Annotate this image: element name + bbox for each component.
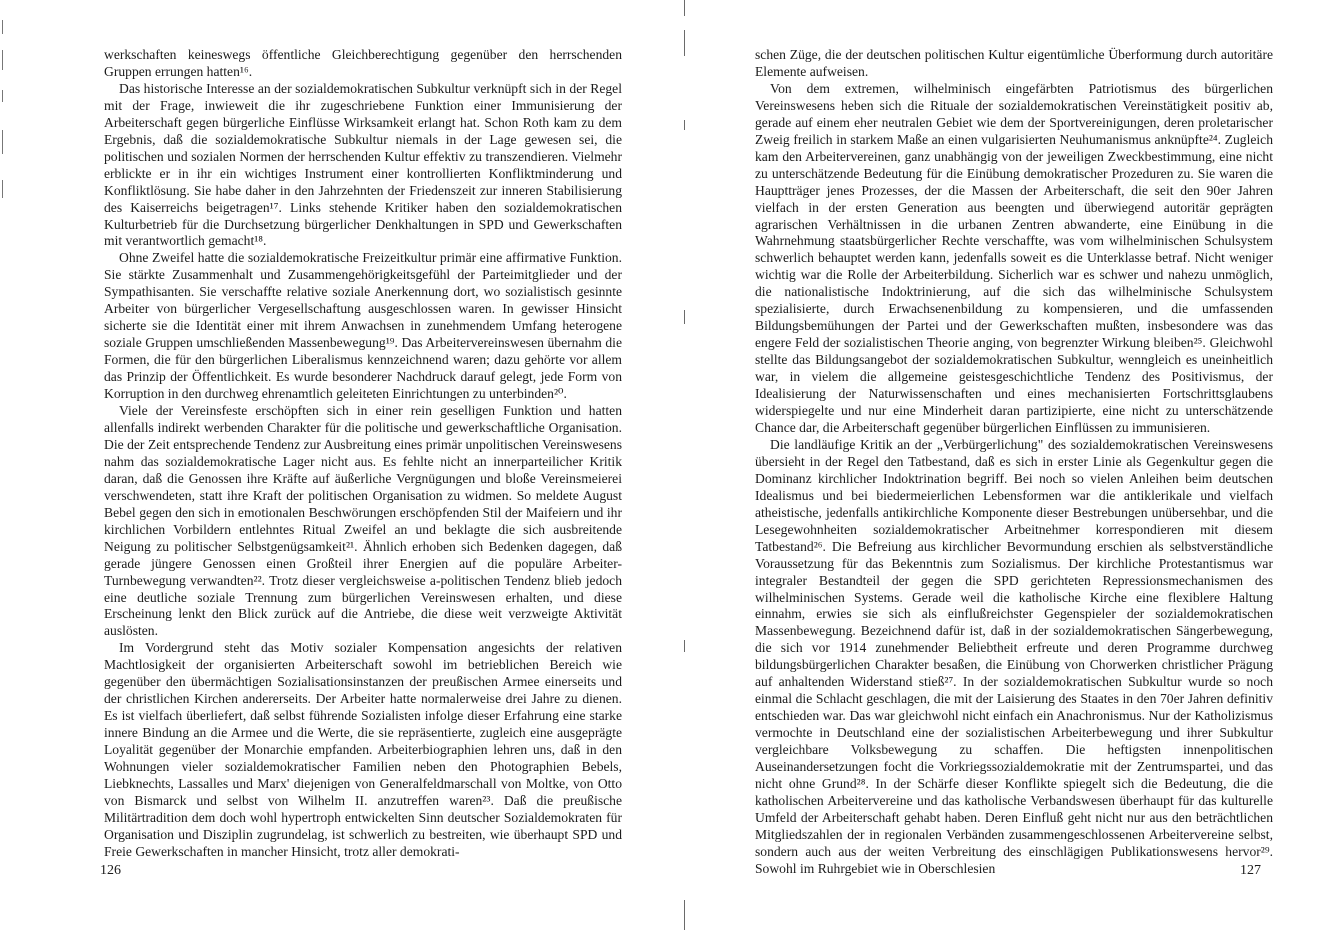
left-paragraph-3: Ohne Zweifel hatte die sozialdemokratische Freizeitkultur primär eine affirmative Funktion. Sie stärkte Zusammenhalt und Zusammengehörigkeitsgefühl der Parteimitglieder und der Sympathisanten. Sie verschaffte relative soziale Anerkennung dort, wo sozialistisch gesinnte Arbeiter von bürgerlicher Vergesellschaftung ausgeschlossen waren. In gewisser Hinsicht sicherte sie die Identität einer mit ihrem Anwachsen in zunehmendem Umfang heterogene soziale Gruppen umschließenden Massenbewegung¹⁹. Das Arbeitervereinswesen übernahm die Formen, die für den bürgerlichen Liberalismus kennzeichnend waren; dazu gehörte vor allem das Prinzip der Öffentlichkeit. Es wurde besonderer Nachdruck darauf gelegt, jede Form von Korruption in den durchweg ehrenamtlich geleiteten Einrichtungen zu unterbinden²⁰. xyxy=(104,250,622,402)
left-paragraph-5: Im Vordergrund steht das Motiv sozialer Kompensation angesichts der relativen Machtlosigkeit der organisierten Arbeiterschaft sowohl im betrieblichen Bereich wie gegenüber den übermächtigen Sozialisationsinstanzen der preußischen Armee einerseits und der christlichen Kirchen andererseits. Der Arbeiter hatte normalerweise drei Jahre zu dienen. Es ist vielfach überliefert, daß selbst führende Sozialisten infolge dieser Erfahrung eine starke innere Bindung an die Armee und die Werte, die sie repräsentierte, zugleich eine ausgeprägte Loyalität gegenüber der Monarchie empfanden. Arbeiterbiographien lehren uns, daß in den Wohnungen vieler sozialdemokratischer Familien neben den Photographien Bebels, Liebknechts, Lassalles und Marx' diejenigen von Generalfeldmarschall von Moltke, von Otto von Bismarck und selbst von Wilhelm II. anzutreffen waren²³. Daß die preußische Militärtradition dem doch wohl hypertroph entwickelten Sinn deutscher Sozialdemokraten für Organisation und Disziplin zugrundelag, ist schwerlich zu bestreiten, wie überhaupt SPD und Freie Gewerkschaften in mancher Hinsicht, trotz aller demokrati- xyxy=(104,640,622,859)
right-paragraph-1: schen Züge, die der deutschen politischen Kultur eigentümliche Überformung durch autoritäre Elemente aufweisen. xyxy=(755,47,1273,79)
left-paragraph-4: Viele der Vereinsfeste erschöpften sich in einer rein geselligen Funktion und hatten allenfalls indirekt werbenden Charakter für die politische und gewerkschaftliche Organisation. Die der Zeit entsprechende Tendenz zur Ausbreitung eines primär unpolitischen Vereinswesens nahm das sozialdemokratische Lager nicht aus. Es fehlte nicht an innerparteilicher Kritik daran, daß die Genossen ihre Kräfte auf äußerliche Vergnügungen und bloße Vereinsmeierei verschwendeten, statt ihre Kraft der politischen Organisation zu widmen. So meldete August Bebel gegen den sich in emotionalen Beschwörungen erschöpfenden Stil der Maifeiern und ihr kirchlichen Vorbildern entlehntes Ritual Zweifel an und beklagte die sich ausbreitende Neigung zu politischer Selbstgenügsamkeit²¹. Ähnlich erhoben sich Bedenken dagegen, daß gerade jüngere Genossen einen Großteil ihrer Energien auf die populäre Arbeiter-Turnbewegung verwandten²². Trotz dieser vergleichsweise a-politischen Tendenz blieb jedoch eine deutliche soziale Trennung zum bürgerlichen Vereinswesen erhalten, und diese Erscheinung lenkt den Blick zurück auf die Antriebe, die diese weit verzweigte Aktivität auslösten. xyxy=(104,403,622,639)
left-page xyxy=(0,0,662,930)
right-page-text-column xyxy=(755,47,1273,878)
left-page-text-column xyxy=(104,47,622,861)
right-page-number: 127 xyxy=(1240,863,1261,878)
right-paragraph-2: Von dem extremen, wilhelminisch eingefärbten Patriotismus des bürgerlichen Vereinswesens heben sich die Rituale der sozialdemokratischen Vereinstätigkeit positiv ab, gerade auf einem eher neutralen Gebiet wie dem der Sportvereinigungen, deren proletarischer Zweig freilich in starkem Maße an einen vulgarisierten Neuhumanismus anknüpfte²⁴. Zugleich kam den Arbeitervereinen, ganz unabhängig von der jeweiligen Zweckbestimmung, eine nicht zu unterschätzende Bedeutung für die Einübung demokratischer Prozeduren zu. Sie waren die Hauptträger jenes Prozesses, der die Massen der Arbeiterschaft, die seit den 90er Jahren vielfach in der ersten Generation aus beengten und überwiegend autoritär geprägten agrarischen Verhältnissen in die urbanen Zentren abwanderte, eine Einübung in die Wahrnehmung staatsbürgerlicher Rechte verschaffte, was vom wilhelminischen Schulsystem schwerlich behauptet werden kann, jedenfalls soweit es die Unterklasse betraf. Nicht weniger wichtig war die Rolle der Arbeiterbildung. Sicherlich war es schwer und nahezu unmöglich, die nationalistische Indoktrinierung, auf die sich das wilhelminische Schulsystem spezialisierte, durch Erwachsenenbildung zu kompensieren, und die umfassenden Bildungsbemühungen der Partei und der Gewerkschaften mußten, insbesondere was das engere Feld der sozialistischen Theorie anging, von begrenzter Wirkung bleiben²⁵. Gleichwohl stellte das Bildungsangebot der sozialdemokratischen Subkultur, wenngleich es uneinheitlich war, in vielem die allgemeine geistesgeschichtliche Tendenz des Positivismus, der Idealisierung der Naturwissenschaften und eines mechanisierten Fortschrittsglaubens widerspiegelte und nur eine Minderheit daran partizipierte, eine nicht zu unterschätzende Chance dar, die Arbeiterschaft gegenüber bürgerlichen Einflüssen zu immunisieren. xyxy=(755,80,1273,435)
right-page xyxy=(663,0,1325,930)
left-page-number: 126 xyxy=(100,863,121,878)
right-paragraph-3: Die landläufige Kritik an der „Verbürgerlichung" des sozialdemokratischen Vereinswesens übersieht in der Regel den Tatbestand, daß es sich in erster Linie als Gegenkultur gegen die Dominanz kirchlicher Indoktrination begriff. Bei noch so vielen Anleihen beim deutschen Idealismus und bei biedermeierlichen Lebensformen war die antiklerikale und vielfach atheistische, jedenfalls antikirchliche Komponente dieser Bestrebungen unübersehbar, und die Lesegewohnheiten sozialdemokratischer Arbeitnehmer korrespondieren mit diesem Tatbestand²⁶. Die Befreiung aus kirchlicher Bevormundung erschien als selbstverständliche Voraussetzung für das Bekenntnis zum Sozialismus. Der kirchliche Protestantismus war integraler Bestandteil der gegen die SPD gerichteten Repressionsmechanismen des wilhelminischen Systems. Gerade weil die katholische Kirche eine flexiblere Haltung einnahm, erwies sie sich als einflußreichster Gegenspieler der sozialdemokratischen Massenbewegung. Bezeichnend dafür ist, daß in der sozialdemokratischen Sängerbewegung, die sich vor 1914 zunehmender Beliebtheit erfreute und deren Programme durchweg bildungsbürgerlichen Charakter besaßen, die Einübung von Chorwerken christlicher Prägung auf anhaltenden Widerstand stieß²⁷. In der sozialdemokratischen Subkultur wurde so noch einmal die Schlacht geschlagen, die mit der Laisierung des Staates in den 70er Jahren definitiv entschieden war. Das war gleichwohl nicht einfach ein Anachronismus. Nur der Katholizismus vermochte in Deutschland eine der sozialistischen Arbeiterbewegung und ihrer Subkultur vergleichbare Volksbewegung zu schaffen. Die heftigsten innenpolitischen Auseinandersetzungen focht die Vorkriegssozialdemokratie mit der Zentrumspartei, und das nicht ohne Grund²⁸. In der Schärfe dieser Konflikte spiegelt sich die Bedeutung, die die katholischen Arbeitervereine und das katholische Verbandswesen überhaupt für das kulturelle Umfeld der Arbeiterschaft gehabt haben. Deren Einfluß geht nicht nur aus den beträchtlichen Mitgliedszahlen der in regionalen Verbänden zusammengeschlossenen Arbeitervereine selbst, sondern auch aus der weiten Verbreitung des einschlägigen Publikationswesens hervor²⁹. Sowohl im Ruhrgebiet wie in Oberschlesien xyxy=(755,436,1273,876)
left-paragraph-2: Das historische Interesse an der sozialdemokratischen Subkultur verknüpft sich in der Regel mit der Frage, inwieweit die ihr zugeschriebene Funktion einer Immunisierung der Arbeiterschaft gegen bürgerliche Einflüsse Wirksamkeit erlangt hat. Schon Roth kam zu dem Ergebnis, daß die sozialdemokratische Subkultur niemals in der Lage gewesen sei, die politischen und sozialen Normen der herrschenden Kultur effektiv zu transzendieren. Vielmehr erblickte er in ihr ein wichtiges Instrument einer kontrollierten Konfliktminderung und Konfliktlösung. Sie habe daher in den Jahrzehnten der Friedenszeit zur inneren Stabilisierung des Kaiserreichs beigetragen¹⁷. Links stehende Kritiker haben den sozialdemokratischen Kulturbetrieb für die Durchsetzung bürgerlicher Denkhaltungen in SPD und Gewerkschaften mit verantwortlich gemacht¹⁸. xyxy=(104,80,622,249)
left-paragraph-1: werkschaften keineswegs öffentliche Gleichberechtigung gegenüber den herrschenden Gruppen errungen hatten¹⁶. xyxy=(104,47,622,79)
